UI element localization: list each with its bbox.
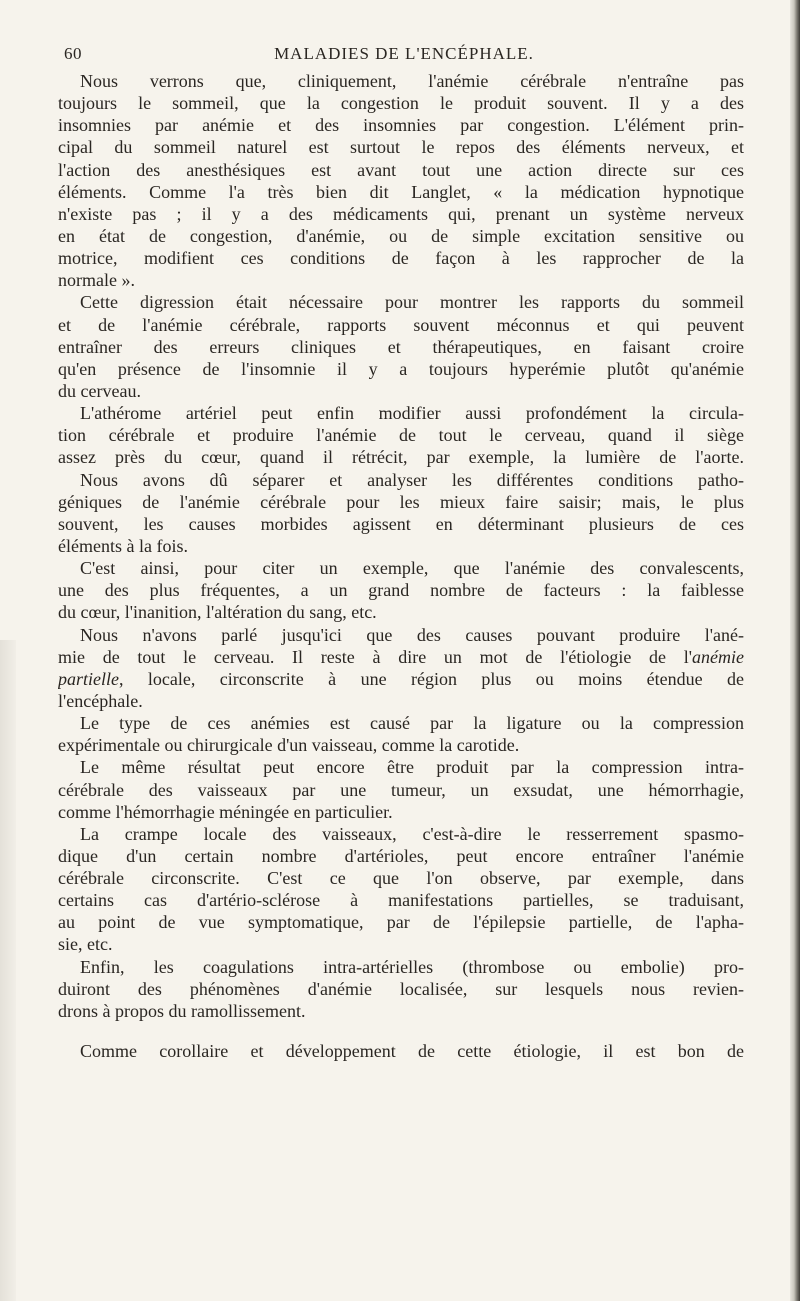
paragraph-gap	[58, 1022, 744, 1040]
text-line: Nous n'avons parlé jusqu'ici que des causes pouvant produire l'ané-	[80, 624, 744, 645]
page-left-shadow	[0, 640, 16, 1301]
text-line: géniques de l'anémie cérébrale pour les mieux faire saisir; mais, le plus	[58, 491, 744, 512]
text-line: mie de tout le cerveau. Il reste à dire un mot de l'étiologie de l'anémie	[58, 646, 744, 667]
text-line: expérimentale ou chirurgicale d'un vaisseau, comme la carotide.	[58, 735, 520, 756]
text-line: motrice, modifient ces conditions de façon à les rapprocher de la	[58, 248, 744, 269]
text-line: comme l'hémorrhagie méningée en particulier.	[58, 801, 393, 822]
text-line: toujours le sommeil, que la congestion le produit souvent. Il y a des	[58, 93, 744, 114]
text-line: cérébrale des vaisseaux par une tumeur, un exsudat, une hémorrhagie,	[58, 779, 744, 800]
text-line: entraîner des erreurs cliniques et thérapeutiques, en faisant croire	[58, 336, 744, 357]
text-line: du cœur, l'inanition, l'altération du sang, etc.	[58, 602, 377, 623]
text-line: partielle, locale, circonscrite à une région plus ou moins étendue de	[58, 668, 744, 689]
text-line: Nous avons dû séparer et analyser les différentes conditions patho-	[80, 469, 744, 490]
text-line: assez près du cœur, quand il rétrécit, par exemple, la lumière de l'aorte.	[58, 447, 744, 468]
body-text	[58, 70, 744, 1062]
text-line: certains cas d'artério-sclérose à manifestations partielles, se traduisant,	[58, 890, 744, 911]
text-line: l'encéphale.	[58, 690, 143, 711]
text-line: éléments. Comme l'a très bien dit Langlet, « la médication hypnotique	[58, 181, 744, 202]
text-line: au point de vue symptomatique, par de l'épilepsie partielle, de l'apha-	[58, 912, 744, 933]
text-line: L'athérome artériel peut enfin modifier aussi profondément la circula-	[80, 403, 744, 424]
text-line: Le type de ces anémies est causé par la ligature ou la compression	[80, 713, 744, 734]
running-title: MALADIES DE L'ENCÉPHALE.	[274, 44, 534, 63]
text-line: l'action des anesthésiques est avant tout une action directe sur ces	[58, 159, 744, 180]
text-line: dique d'un certain nombre d'artérioles, peut encore entraîner l'anémie	[58, 845, 744, 866]
text-line: La crampe locale des vaisseaux, c'est-à-dire le resserrement spasmo-	[80, 823, 744, 844]
text-line: Le même résultat peut encore être produit par la compression intra-	[80, 757, 744, 778]
text-line: duiront des phénomènes d'anémie localisée, sur lesquels nous revien-	[58, 978, 744, 999]
text-line: normale ».	[58, 270, 135, 291]
text-line: souvent, les causes morbides agissent en déterminant plusieurs de ces	[58, 513, 744, 534]
text-line: sie, etc.	[58, 934, 113, 955]
text-line: drons à propos du ramollissement.	[58, 1000, 306, 1021]
page-number: 60	[64, 44, 82, 63]
text-line: en état de congestion, d'anémie, ou de simple excitation sensitive ou	[58, 225, 744, 246]
text-line: et de l'anémie cérébrale, rapports souvent méconnus et qui peuvent	[58, 314, 744, 335]
text-line: Comme corollaire et développement de cette étiologie, il est bon de	[80, 1041, 744, 1062]
text-line: Enfin, les coagulations intra-artérielles (thrombose ou embolie) pro-	[80, 956, 744, 977]
text-line: C'est ainsi, pour citer un exemple, que l'anémie des convalescents,	[80, 558, 744, 579]
page-right-edge	[790, 0, 800, 1301]
text-line: Cette digression était nécessaire pour montrer les rapports du sommeil	[80, 292, 744, 313]
text-line: n'existe pas ; il y a des médicaments qui, prenant un système nerveux	[58, 203, 744, 224]
text-line: cérébrale circonscrite. C'est ce que l'on observe, par exemple, dans	[58, 868, 744, 889]
text-line: éléments à la fois.	[58, 535, 188, 556]
text-line: qu'en présence de l'insomnie il y a toujours hyperémie plutôt qu'anémie	[58, 358, 744, 379]
text-line: insomnies par anémie et des insomnies par congestion. L'élément prin-	[58, 115, 744, 136]
text-line: Nous verrons que, cliniquement, l'anémie cérébrale n'entraîne pas	[80, 71, 744, 91]
text-line: cipal du sommeil naturel est surtout le repos des éléments nerveux, et	[58, 137, 744, 158]
text-line: du cerveau.	[58, 380, 141, 401]
running-header	[64, 44, 744, 68]
text-line: tion cérébrale et produire l'anémie de tout le cerveau, quand il siège	[58, 425, 744, 446]
text-line: une des plus fréquentes, a un grand nombre de facteurs : la faiblesse	[58, 580, 744, 601]
